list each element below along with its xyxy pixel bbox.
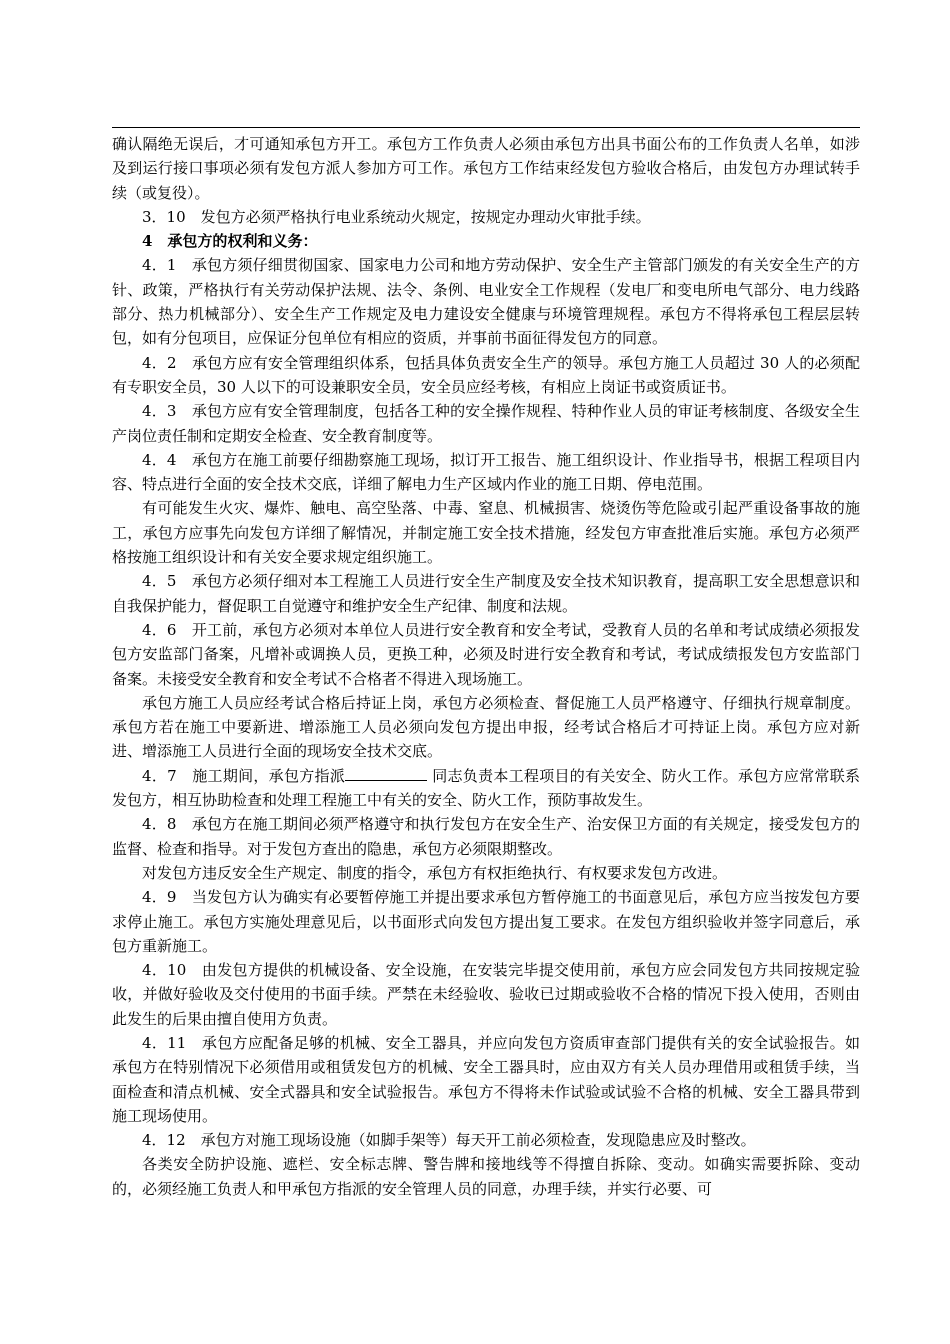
paragraph-4-3: 4．3 承包方应有安全管理制度，包括各工种的安全操作规程、特种作业人员的审证考核制度、各级安全生产岗位责任制和定期安全检查、安全教育制度等。 <box>112 402 860 445</box>
paragraph-4-12: 4．12 承包方对施工现场设施（如脚手架等）每天开工前必须检查，发现隐患应及时整改。 <box>142 1131 756 1150</box>
paragraph-4-11: 4．11 承包方应配备足够的机械、安全工器具，并应向发包方资质审查部门提供有关的安全试验报告。如承包方在特别情况下必须借用或租赁发包方的机械、安全工器具时，应由双方有关人员办理借用或租赁手续，当面检查和清点机械、安全式器具和安全试验报告。承包方不得将未作试验或试验不合格的机械、安全工器具带到施工现场使用。 <box>112 1033 860 1125</box>
paragraph-continuation: 确认隔绝无误后，才可通知承包方开工。承包方工作负责人必须由承包方出具书面公布的工作负责人名单，如涉及到运行接口事项必须有发包方派人参加方可工作。承包方工作结束经发包方验收合格后，由发包方办理试转手续（或复役）。 <box>112 135 860 202</box>
paragraph-4-9: 4．9 当发包方认为确实有必要暂停施工并提出要求承包方暂停施工的书面意见后，承包方应当按发包方要求停止施工。承包方实施处理意见后，以书面形式向发包方提出复工要求。在发包方组织验收并签字同意后，承包方重新施工。 <box>112 888 860 955</box>
paragraph-4-7-start: 4．7 施工期间，承包方指派 <box>142 766 346 785</box>
paragraph-4-2: 4．2 承包方应有安全管理组织体系，包括具体负责安全生产的领导。承包方施工人员超过 30 人的必须配有专职安全员，30 人以下的可设兼职安全员，安全员应经考核，有相应上岗证书或资质证书。 <box>112 353 860 396</box>
paragraph-4-1: 4．1 承包方须仔细贯彻国家、国家电力公司和地方劳动保护、安全生产主管部门颁发的有关安全生产的方针、政策，严格执行有关劳动保护法规、法令、条例、电业安全工作规程（发电厂和变电所电气部分、电力线路部分、热力机械部分）、安全生产工作规定及电力建设安全健康与环境管理规程。承包方不得将承包工程层层转包，如有分包项目，应保证分包单位有相应的资质，并事前书面征得发包方的同意。 <box>112 256 860 348</box>
document-page <box>112 127 860 1201</box>
paragraph-4-4: 4．4 承包方在施工前要仔细勘察施工现场，拟订开工报告、施工组织设计、作业指导书，根据工程项目内容、特点进行全面的安全技术交底，详细了解电力生产区域内作业的施工日期、停电范围。 <box>112 450 860 494</box>
paragraph-4-7-end: 同志负责本工程项目的有关安全、防火工作。承包方应常常联系发包方，相互协助检查和处理工程施工中有关的安全、防火工作，预防事故发生。 <box>112 766 860 810</box>
paragraph-4-8-continued: 对发包方违反安全生产规定、制度的指令，承包方有权拒绝执行、有权要求发包方改进。 <box>142 863 728 882</box>
paragraph-4-10: 4．10 由发包方提供的机械设备、安全设施，在安装完毕提交使用前，承包方应会同发包方共同按规定验收，并做好验收及交付使用的书面手续。严禁在未经验收、验收已过期或验收不合格的情况下投入使用，否则由此发生的后果由擅自使用方负责。 <box>112 961 860 1028</box>
paragraph-4-6: 4．6 开工前，承包方必须对本单位人员进行安全教育和安全考试，受教育人员的名单和考试成绩必须报发包方安监部门备案，凡增补或调换人员，更换工种，必须及时进行安全教育和考试，考试成绩报发包方安监部门备案。未接受安全教育和安全考试不合格者不得进入现场施工。 <box>112 620 860 688</box>
paragraph-4-5: 4．5 承包方必须仔细对本工程施工人员进行安全生产制度及安全技术知识教育，提高职工安全思想意识和自我保护能力，督促职工自觉遵守和维护安全生产纪律、制度和法规。 <box>112 572 860 615</box>
section-heading-4: 4 承包方的权利和义务： <box>142 232 318 251</box>
paragraph-3-10: 3．10 发包方必须严格执行电业系统动火规定，按规定办理动火审批手续。 <box>142 207 651 226</box>
paragraph-4-4-continued: 有可能发生火灾、爆炸、触电、高空坠落、中毒、窒息、机械损害、烧烫伤等危险或引起严重设备事故的施工，承包方应事先向发包方详细了解情况，并制定施工安全技术措施，经发包方审查批准后实施。承包方必须严格按施工组织设计和有关安全要求规定组织施工。 <box>112 499 860 567</box>
paragraph-4-8: 4．8 承包方在施工期间必须严格遵守和执行发包方在安全生产、治安保卫方面的有关规定，接受发包方的监督、检查和指导。对于发包方查出的隐患，承包方必须限期整改。 <box>112 815 860 858</box>
paragraph-4-7 <box>112 764 860 813</box>
paragraph-4-12-continued: 各类安全防护设施、遮栏、安全标志牌、警告牌和接地线等不得擅自拆除、变动。如确实需要拆除、变动的，必须经施工负责人和甲承包方指派的安全管理人员的同意，办理手续，并实行必要、可 <box>112 1155 860 1198</box>
paragraph-4-6-continued: 承包方施工人员应经考试合格后持证上岗，承包方必须检查、督促施工人员严格遵守、仔细执行规章制度。承包方若在施工中要新进、增添施工人员必须向发包方提出申报，经考试合格后才可持证上岗。承包方应对新进、增添施工人员进行全面的现场安全技术交底。 <box>112 693 860 761</box>
header-rule <box>112 127 860 128</box>
name-blank-field[interactable] <box>345 766 427 781</box>
